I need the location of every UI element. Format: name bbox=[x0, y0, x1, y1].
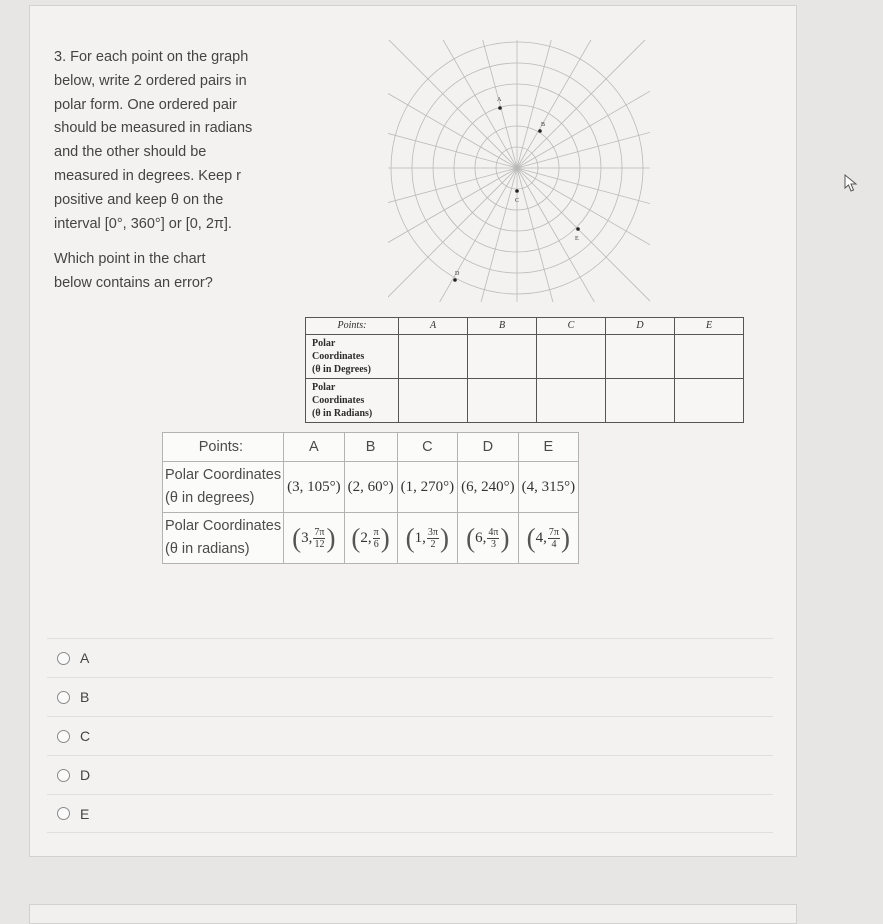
answer-table-header: Points: bbox=[163, 433, 284, 462]
answer-table bbox=[162, 432, 579, 564]
radio-d[interactable] bbox=[57, 769, 70, 782]
question-line: measured in degrees. Keep r bbox=[54, 167, 241, 184]
point-c-label: C bbox=[515, 198, 520, 204]
radio-e[interactable] bbox=[57, 807, 70, 820]
option-c[interactable] bbox=[47, 716, 773, 755]
ask-line: Which point in the chart bbox=[54, 251, 206, 268]
radians-b: (2, $\frac{\pi}{6}$ ) bbox=[344, 513, 397, 564]
polar-graph bbox=[388, 40, 650, 302]
polar-spoke bbox=[517, 40, 612, 168]
polar-spoke bbox=[468, 168, 520, 302]
polar-spoke bbox=[517, 40, 566, 168]
point-e-label: E bbox=[575, 236, 579, 242]
point-a-dot bbox=[498, 106, 502, 110]
small-row-degrees-label: Polar Coordinates (θ in Degrees) bbox=[306, 335, 399, 379]
point-b-label: B bbox=[541, 122, 546, 128]
option-b[interactable] bbox=[47, 677, 773, 716]
radians-row-label: Polar Coordinates (θ in radians) bbox=[163, 513, 284, 564]
option-e-label: E bbox=[80, 805, 90, 822]
answer-col-a: A bbox=[284, 433, 345, 462]
polar-spoke bbox=[517, 168, 650, 302]
polar-spoke bbox=[422, 40, 517, 168]
point-a-label: A bbox=[497, 97, 502, 103]
small-col-e: E bbox=[675, 318, 744, 335]
answer-col-d: D bbox=[458, 433, 519, 462]
polar-spoke bbox=[517, 40, 650, 168]
question-line: polar form. One ordered pair bbox=[54, 96, 237, 113]
question-line: should be measured in radians bbox=[54, 120, 253, 137]
point-d-dot bbox=[453, 278, 457, 282]
polar-spoke bbox=[388, 168, 520, 302]
option-a-label: A bbox=[80, 650, 90, 666]
ask-line: below contains an error? bbox=[54, 275, 213, 292]
degrees-b: (2, 60°) bbox=[344, 462, 397, 513]
degrees-e: (4, 315°) bbox=[518, 462, 579, 513]
point-c-dot bbox=[515, 189, 519, 193]
answer-col-e: E bbox=[518, 433, 579, 462]
radio-c[interactable] bbox=[57, 730, 70, 743]
option-b-label: B bbox=[80, 689, 90, 705]
small-col-b: B bbox=[468, 318, 537, 335]
degrees-a: (3, 105°) bbox=[284, 462, 345, 513]
small-col-c: C bbox=[537, 318, 606, 335]
radians-c: (1, $\frac{3\pi}{2}$ ) bbox=[397, 513, 458, 564]
option-a[interactable] bbox=[47, 638, 773, 677]
polar-spoke bbox=[388, 40, 517, 168]
question-line: positive and keep θ on the bbox=[54, 191, 224, 208]
question-line: interval [0°, 360°] or [0, 2π]. bbox=[54, 215, 232, 232]
answer-options bbox=[47, 638, 773, 833]
mouse-cursor-icon bbox=[843, 173, 861, 193]
small-table-header: Points: bbox=[306, 318, 399, 335]
option-e[interactable] bbox=[47, 794, 773, 833]
point-d-label: D bbox=[455, 271, 460, 277]
question-text bbox=[54, 46, 284, 296]
blank-points-table bbox=[305, 317, 744, 423]
degrees-row-label: Polar Coordinates (θ in degrees) bbox=[163, 462, 284, 513]
radio-a[interactable] bbox=[57, 652, 70, 665]
option-d-label: D bbox=[80, 767, 91, 783]
radians-a: (3, $\frac{7\pi}{12}$ ) bbox=[284, 513, 345, 564]
point-b-dot bbox=[538, 129, 542, 133]
polar-spoke bbox=[468, 40, 517, 168]
degrees-d: (6, 240°) bbox=[458, 462, 519, 513]
small-row-radians-label: Polar Coordinates (θ in Radians) bbox=[306, 379, 399, 423]
option-d[interactable] bbox=[47, 755, 773, 794]
small-col-d: D bbox=[606, 318, 675, 335]
option-c-label: C bbox=[80, 728, 91, 744]
point-e-dot bbox=[576, 227, 580, 231]
radians-e: (4, $\frac{7\pi}{4}$ ) bbox=[518, 513, 579, 564]
answer-col-c: C bbox=[397, 433, 458, 462]
next-question-card bbox=[29, 904, 797, 924]
degrees-c: (1, 270°) bbox=[397, 462, 458, 513]
radio-b[interactable] bbox=[57, 691, 70, 704]
question-line: below, write 2 ordered pairs in bbox=[54, 72, 247, 89]
question-line: and the other should be bbox=[54, 144, 207, 161]
small-col-a: A bbox=[399, 318, 468, 335]
answer-col-b: B bbox=[344, 433, 397, 462]
polar-spoke bbox=[517, 168, 566, 302]
polar-spoke bbox=[388, 168, 520, 263]
radians-d: (6, $\frac{4\pi}{3}$ ) bbox=[458, 513, 519, 564]
polar-spoke bbox=[388, 73, 517, 168]
question-line: 3. For each point on the graph bbox=[54, 49, 249, 65]
